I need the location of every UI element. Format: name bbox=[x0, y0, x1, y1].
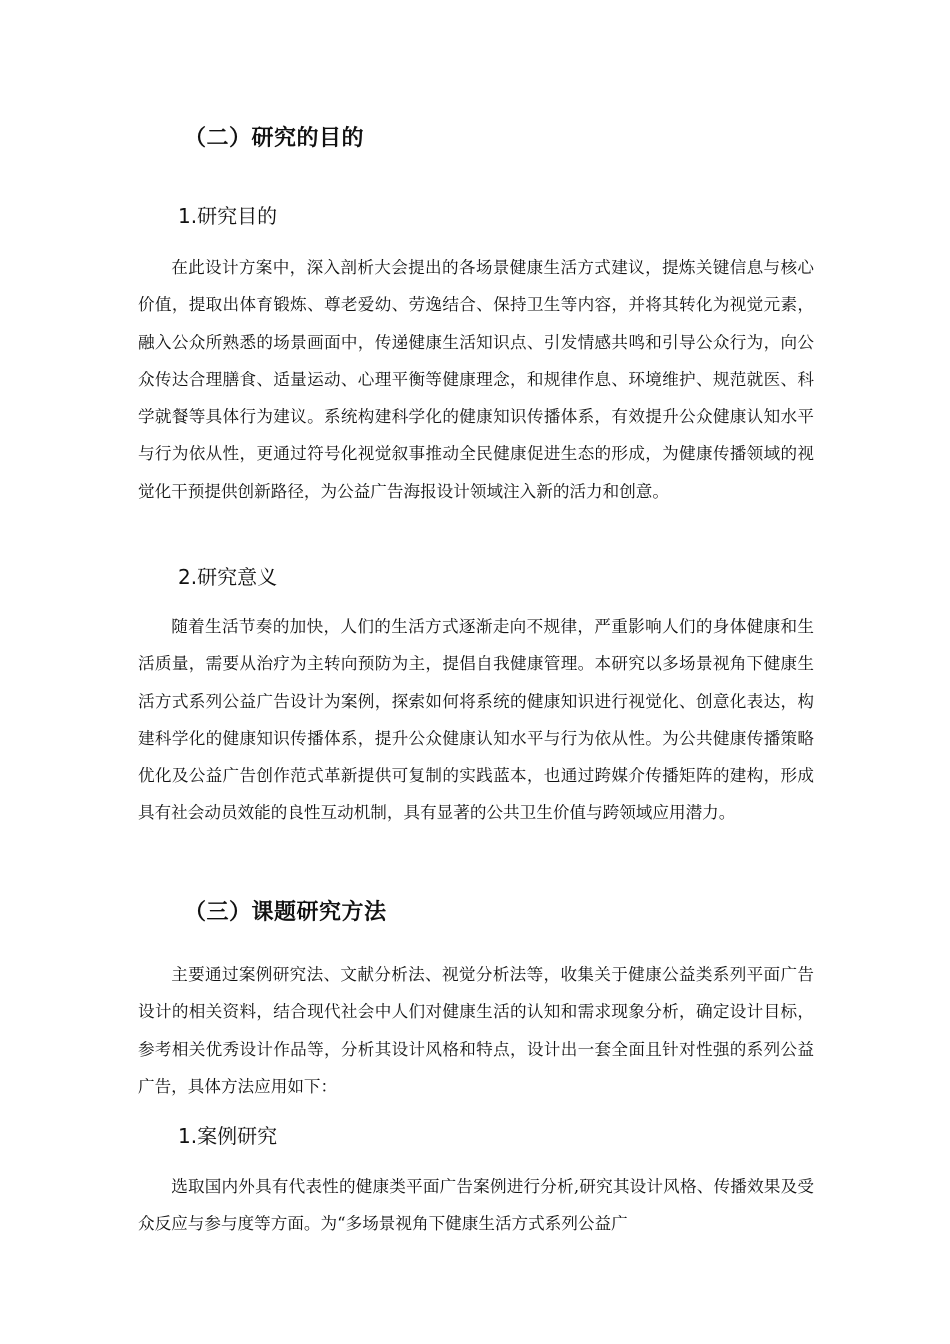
paragraph-research-objective: 在此设计方案中，深入剖析大会提出的各场景健康生活方式建议，提炼关键信息与核心价值，提取出体育锻炼、尊老爱幼、劳逸结合、保持卫生等内容，并将其转化为视觉元素，融入公众所熟悉的场景画面中，传递健康生活知识点、引发情感共鸣和引导公众行为，向公众传达合理膳食、适量运动、心理平衡等健康理念，和规律作息、环境维护、规范就医、科学就餐等具体行为建议。系统构建科学化的健康知识传播体系，有效提升公众健康认知水平与行为依从性，更通过符号化视觉叙事推动全民健康促进生态的形成，为健康传播领域的视觉化干预提供创新路径，为公益广告海报设计领域注入新的活力和创意。 bbox=[138, 258, 814, 501]
subheading-case-study: 1.案例研究 bbox=[178, 1124, 278, 1148]
paragraph-case-study: 选取国内外具有代表性的健康类平面广告案例进行分析,研究其设计风格、传播效果及受众反应与参与度等方面。为“多场景视角下健康生活方式系列公益广 bbox=[138, 1177, 814, 1234]
subheading-research-significance: 2.研究意义 bbox=[178, 565, 278, 589]
section-heading-research-method: （三）课题研究方法 bbox=[184, 900, 387, 925]
paragraph-research-significance: 随着生活节奏的加快，人们的生活方式逐渐走向不规律，严重影响人们的身体健康和生活质量，需要从治疗为主转向预防为主，提倡自我健康管理。本研究以多场景视角下健康生活方式系列公益广告设计为案例，探索如何将系统的健康知识进行视觉化、创意化表达，构建科学化的健康知识传播体系，提升公众健康认知水平与行为依从性。为公共健康传播策略优化及公益广告创作范式革新提供可复制的实践蓝本，也通过跨媒介传播矩阵的建构，形成具有社会动员效能的良性互动机制，具有显著的公共卫生价值与跨领域应用潜力。 bbox=[138, 617, 814, 823]
subheading-research-objective: 1.研究目的 bbox=[178, 204, 278, 228]
section-heading-research-purpose: （二）研究的目的 bbox=[184, 126, 365, 151]
paragraph-method-intro: 主要通过案例研究法、文献分析法、视觉分析法等，收集关于健康公益类系列平面广告设计的相关资料，结合现代社会中人们对健康生活的认知和需求现象分析，确定设计目标，参考相关优秀设计作品等，分析其设计风格和特点，设计出一套全面且针对性强的系列公益广告，具体方法应用如下： bbox=[138, 965, 814, 1096]
